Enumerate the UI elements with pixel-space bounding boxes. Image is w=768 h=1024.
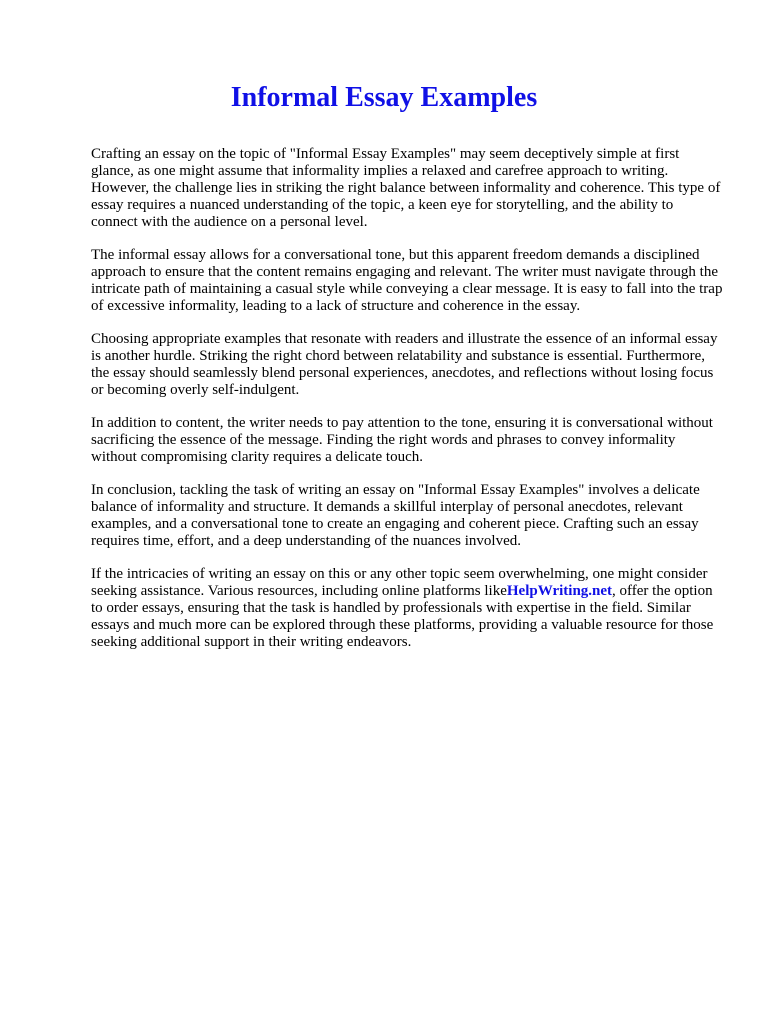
paragraph-5: In conclusion, tackling the task of writing an essay on "Informal Essay Examples" involves a delicate balance of informality and structure. It demands a skillful interplay of personal anecdotes, relevant examples, and a conversational tone to create an engaging and coherent piece. Crafting such an essay requires time, effort, and a deep understanding of the nuances involved. xyxy=(91,482,700,549)
paragraph-6 xyxy=(91,566,723,651)
helpwriting-link[interactable]: HelpWriting.net xyxy=(506,583,613,599)
paragraph-6-after-link: , offer the option to order essays, ensuring that the task is handled by professionals with expertise in the field. Similar essays and much more can be explored through these platforms, providing a valuable resource for those seeking additional support in their writing endeavors. xyxy=(91,583,714,650)
paragraph-1: Crafting an essay on the topic of "Informal Essay Examples" may seem deceptively simple at first glance, as one might assume that informality implies a relaxed and carefree approach to writing. However, the challenge lies in striking the right balance between informality and coherence. This type of essay requires a nuanced understanding of the topic, a keen eye for storytelling, and the ability to connect with the audience on a personal level. xyxy=(91,146,721,230)
document-title: Informal Essay Examples xyxy=(230,82,538,113)
paragraph-4: In addition to content, the writer needs to pay attention to the tone, ensuring it is conversational without sacrificing the essence of the message. Finding the right words and phrases to convey informality without compromising clarity requires a delicate touch. xyxy=(91,415,713,465)
paragraph-2: The informal essay allows for a conversational tone, but this apparent freedom demands a disciplined approach to ensure that the content remains engaging and relevant. The writer must navigate through the intricate path of maintaining a casual style while conveying a clear message. It is easy to fall into the trap of excessive informality, leading to a lack of structure and coherence in the essay. xyxy=(91,247,723,314)
paragraph-3: Choosing appropriate examples that resonate with readers and illustrate the essence of an informal essay is another hurdle. Striking the right chord between relatability and substance is essential. Furthermore, the essay should seamlessly blend personal experiences, anecdotes, and reflections without losing focus or becoming overly self-indulgent. xyxy=(91,331,718,398)
paragraph-6-before-link: If the intricacies of writing an essay on this or any other topic seem overwhelming, one might consider seeking assistance. Various resources, including online platforms like xyxy=(91,566,708,599)
document-body xyxy=(91,146,723,667)
